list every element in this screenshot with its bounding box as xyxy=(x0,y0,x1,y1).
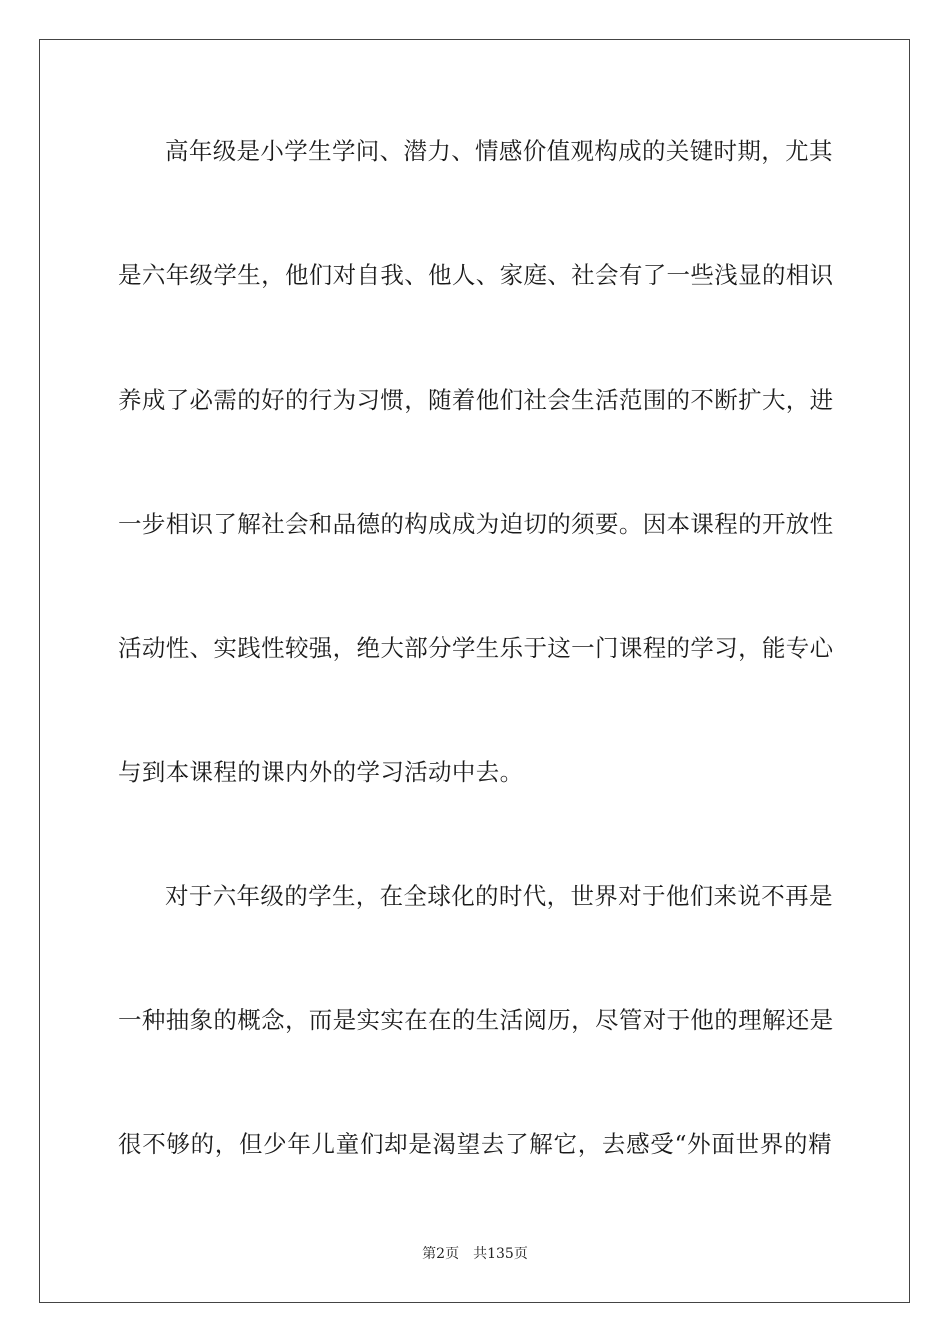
paragraph-1-line-2: 是六年级学生，他们对自我、他人、家庭、社会有了一些浅显的相识 xyxy=(118,261,834,289)
paragraph-1-line-3: 养成了必需的好的行为习惯，随着他们社会生活范围的不断扩大，进 xyxy=(118,386,834,414)
page-number: 第2页 xyxy=(422,1246,460,1262)
paragraph-1-line-1: 高年级是小学生学问、潜力、情感价值观构成的关键时期，尤其 xyxy=(165,137,833,165)
paragraph-1-line-4: 一步相识了解社会和品德的构成成为迫切的须要。因本课程的开放性 xyxy=(118,510,834,538)
paragraph-1-line-5: 活动性、实践性较强，绝大部分学生乐于这一门课程的学习，能专心 xyxy=(118,634,834,662)
total-pages: 共135页 xyxy=(473,1246,528,1262)
paragraph-2-line-3: 很不够的，但少年儿童们却是渴望去了解它，去感受“外面世界的精 xyxy=(118,1130,832,1158)
paragraph-2-line-1: 对于六年级的学生，在全球化的时代，世界对于他们来说不再是 xyxy=(165,882,833,910)
page-border xyxy=(39,39,910,1303)
paragraph-1-line-6: 与到本课程的课内外的学习活动中去。 xyxy=(118,758,524,786)
paragraph-2-line-2: 一种抽象的概念，而是实实在在的生活阅历，尽管对于他的理解还是 xyxy=(118,1006,834,1034)
page-footer xyxy=(0,1244,950,1264)
